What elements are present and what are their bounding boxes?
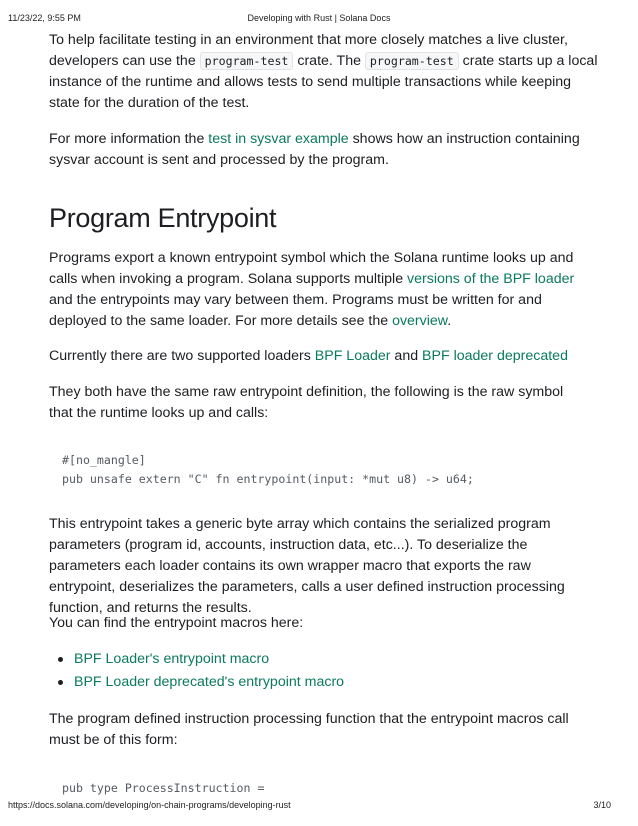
test-in-sysvar-example-link[interactable]: test in sysvar example	[208, 131, 349, 147]
bpf-loader-link[interactable]: BPF Loader	[314, 348, 391, 364]
raw-entrypoint-paragraph: They both have the same raw entrypoint definition, the following is the raw symbol that the runtime looks up and calls:	[49, 384, 564, 421]
sysvar-paragraph: For more information the test in sysvar example shows how an instruction containing sysvar account is sent and processed by the program.	[49, 131, 580, 168]
entrypoint-paragraph: Programs export a known entrypoint symbol which the Solana runtime looks up and calls when invoking a program. Solana supports multiple versions of the BPF loader and the entrypoints may vary between them. Programs must be written for and deployed to the same loader. For more details see the overview.	[49, 250, 575, 329]
loaders-paragraph: Currently there are two supported loaders BPF Loader and BPF loader deprecated	[49, 348, 568, 364]
testing-paragraph: To help facilitate testing in an environment that more closely matches a live cluster, developers can use the program-test crate. The program-test crate starts up a local instance of the runtime and allows tests to send multiple transactions while keeping state for the duration of the test.	[49, 32, 598, 111]
processing-function-paragraph: The program defined instruction processing function that the entrypoint macros call must be of this form:	[49, 711, 569, 748]
program-test-code: program-test	[365, 52, 459, 70]
entrypoint-macro-list	[49, 649, 599, 695]
bullet-icon	[58, 680, 63, 685]
code-line: pub unsafe extern "C" fn entrypoint(input: *mut u8) -> u64;	[62, 472, 474, 486]
print-url: https://docs.solana.com/developing/on-chain-programs/developing-rust	[8, 800, 291, 810]
print-footer	[0, 800, 638, 814]
print-date: 11/23/22, 9:55 PM	[8, 13, 81, 23]
byte-array-paragraph: This entrypoint takes a generic byte array which contains the serialized program parameters (program id, accounts, instruction data, etc...). To deserialize the parameters each loader contains its own wrapper macro that exports the raw entrypoint, deserializes the parameters, calls a user defined instruction processing function, and returns the results.	[49, 516, 565, 616]
bpf-loader-deprecated-entrypoint-macro-link[interactable]: BPF Loader deprecated's entrypoint macro	[74, 674, 345, 690]
print-page-number: 3/10	[593, 800, 611, 810]
bpf-loader-versions-link[interactable]: versions of the BPF loader	[407, 271, 575, 287]
section-heading: Program Entrypoint	[49, 203, 277, 233]
program-test-code: program-test	[200, 52, 294, 70]
find-macros-paragraph: You can find the entrypoint macros here:	[49, 615, 304, 631]
list-item	[49, 672, 599, 695]
overview-link[interactable]: overview	[392, 313, 448, 329]
entrypoint-code-block	[49, 451, 474, 489]
code-line: pub type ProcessInstruction =	[62, 781, 265, 795]
print-page-title: Developing with Rust | Solana Docs	[247, 13, 391, 23]
process-instruction-code-block	[49, 779, 264, 798]
print-header	[0, 13, 638, 27]
code-line: #[no_mangle]	[62, 453, 146, 467]
bpf-loader-deprecated-link[interactable]: BPF loader deprecated	[422, 348, 568, 364]
list-item	[49, 649, 599, 672]
bpf-loader-entrypoint-macro-link[interactable]: BPF Loader's entrypoint macro	[74, 651, 270, 667]
bullet-icon	[58, 657, 63, 662]
